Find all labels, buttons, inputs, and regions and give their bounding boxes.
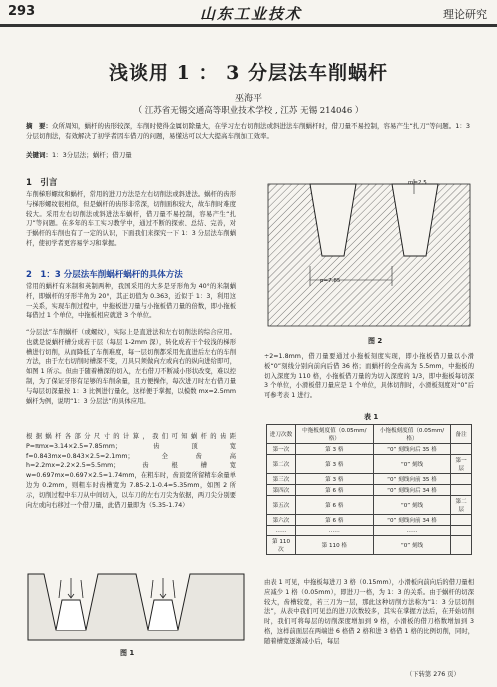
- abstract: [26, 122, 472, 141]
- page-number: 293: [8, 4, 36, 19]
- table-header-cell: 小拖板刻度值（0.05mm/ 格）: [373, 425, 451, 444]
- table-cell: 第 3 格: [295, 455, 373, 474]
- table-cell: [451, 485, 472, 496]
- table-header-cell: 备注: [451, 425, 472, 444]
- table-cell: [451, 536, 472, 555]
- table-cell: 第一次: [267, 444, 296, 455]
- table-row: [267, 515, 472, 526]
- table-cell: 第 110 次: [267, 536, 296, 555]
- abstract-text: 众所周知，蜗杆的齿形较深，车削时使得金属切除量大，在学习左右切削法或斜进法车削蜗杆时，借刀量不易控制，容易产生“扎刀”等问题。1：3分层切削法，有效解决了初学者因车借刀的问题，易懂达可以大大提高车削加工效率。: [26, 122, 471, 140]
- section1-heading: 1 引言: [26, 178, 58, 188]
- table-cell: 第六次: [267, 515, 296, 526]
- abstract-label: 摘 要：: [26, 122, 52, 130]
- table-cell: 第二次: [267, 455, 296, 474]
- table-cell: [451, 444, 472, 455]
- table-cell: [451, 526, 472, 536]
- continued-note: （下转第 276 页）: [406, 671, 460, 678]
- table-row: [267, 536, 472, 555]
- table-cell: 第二层: [451, 496, 472, 515]
- table-header-cell: 中拖板刻度值（0.05mm/ 格）: [295, 425, 373, 444]
- keywords-text: 1：3分层法；蜗杆；借刀量: [52, 151, 132, 159]
- journal-name: 山东工业技术: [200, 5, 303, 23]
- figure2-module-label: m=2.5: [408, 180, 427, 186]
- table-cell: “0” 刻线: [373, 496, 451, 515]
- table-cell: “0” 刻线: [373, 455, 451, 474]
- figure2-pitch-label: p=7.85: [320, 278, 341, 284]
- table-cell: 第四次: [267, 485, 296, 496]
- figure2-caption: 图 2: [368, 337, 383, 345]
- table-cell: ……: [295, 526, 373, 536]
- table-cell: 第三次: [267, 474, 296, 485]
- table-row: [267, 496, 472, 515]
- section2-text2: “分层法”车削蜗杆（或螺纹），实际上是直进法和左右切削法的综合应用。也就是说蜗杆槽分成若干层（每层 1-2mm 深），转化成若干个较浅的梯形槽进行切削，从而降低了车削难度，每一层切削都采用先直进后左右的车削方法，由于左右切削时槽深不变，刀具只须做向左或向右的纵向进给即可，如图 1 所示。但由于随着槽深的切入，左右借刀不断减小形状改变，难以控制，为了保证牙形有足够的车削余量，且方便操作，每次进刀时左右借刀量与每层切深量按 1：3 比例进行量化，这样便于掌握，以模数 mx=2.5mm 蜗杆为例，说明“1：3 分层法”的具体应用。: [26, 329, 236, 405]
- article-title: 浅谈用 1 ： 3 分层法车削蜗杆: [109, 62, 388, 84]
- table-cell: 第一层: [451, 455, 472, 474]
- table-cell: 第五次: [267, 496, 296, 515]
- table-row: [267, 474, 472, 485]
- keywords: [26, 150, 132, 159]
- header-rule: [0, 24, 497, 27]
- table-cell: [451, 474, 472, 485]
- table1: [266, 424, 472, 555]
- table-row: [267, 485, 472, 496]
- right-text2: 由表 1 可见，中拖板每进刀 3 格（0.15mm），小滑板向前向后的借刀量相应减少 1 格（0.05mm），即进刀一格，为 1：3 的关系。由于蜗杆的切深较大，齿槽较宽，若三刀为一层，那此这种切削方法称为“1：3 分层切削法”，从表中我们可见总的进刀次数较多，其实在掌握方法后，在开始切削时，我们可将每层的切削深度增加到 9 格，小滑板的借刀格数增加到 3 格，这样前面层在两端进 6 格借 2 格和进 3 格借 1 格的比例切削，同时，随着槽宽逐渐减小后，每层: [264, 579, 474, 645]
- section2-text1: 常用的蜗杆有米制和英制两种，我国采用的大多是牙形角为 40°的米制蜗杆，即蜗杆的牙形半角为 20°，其正切值为 0.363，近似于 1：3，利用这一关系，实现车削过程中，中拖板进刀量与小拖板借刀量的倍数，即小拖板每借过 1 个单位，中拖板相应就进 3 个单位。: [26, 283, 236, 320]
- table-cell: 第 3 格: [295, 474, 373, 485]
- table-cell: “0” 刻线: [373, 536, 451, 555]
- section2-heading: 2 1：3 分层法车削蜗杆蜗杆的具体方法: [26, 270, 183, 280]
- section2-text3: 根据蜗杆各部分尺寸的计算，我们可知蜗杆的齿距 P=πmx=3.14×2.5=7.85mm；齿顶宽 f=0.843mx=0.843×2.5=2.1mm；全齿高 h=2.2mx=2.2×2.5=5.5mm；齿根槽宽 w=0.697mx=0.697×2.5=1.74mm，在粗车时，齿顶宽所留精车余量单边为 0.2mm，则粗车时齿槽宽为 7.85-2.1-0.4=5.35mm，如图 2 所示，切削过程中车刀从中间切入，以车刀的左右刀尖为依据，两刀尖分别要向左或向右移过一个借刀量，此借刀量即为（5.35-1.74）: [26, 433, 236, 509]
- table-cell: 第 3 格: [295, 444, 373, 455]
- table-header-row: [267, 425, 472, 444]
- affiliation: （ 江苏省无锡交通高等职业技术学校 , 江苏 无锡 214046 ）: [133, 106, 364, 116]
- table-cell: 第 6 格: [295, 515, 373, 526]
- table-cell: “0” 刻线向前 34 格: [373, 515, 451, 526]
- keywords-label: 关键词：: [26, 151, 52, 159]
- table-cell: “0” 刻线向前 35 格: [373, 474, 451, 485]
- right-text1: ÷2=1.8mm，借刀量要通过小拖板刻度实现，即小拖板借刀量以小滑板“0”刻线分别向前向后借 36 格；而蜗杆的全齿高为 5.5mm，中拖板的切入深度为 110 格，小拖板借刀量的为切入深度的 1/3，即中拖板每切深 3 个单位，小滑板借刀量应是 1 个单位，具体切削时，小滑板刻度对“0”后可参考表 1 进行。: [264, 353, 474, 400]
- table-row: [267, 444, 472, 455]
- figure1-caption: 图 1: [120, 649, 135, 657]
- table-cell: “0” 刻线向后 35 格: [373, 444, 451, 455]
- table-cell: ……: [267, 526, 296, 536]
- table-cell: 第 6 格: [295, 496, 373, 515]
- figure1-diagram: [26, 570, 246, 642]
- table-cell: ……: [373, 526, 451, 536]
- table-row: [267, 526, 472, 536]
- author: 巫海平: [234, 94, 262, 104]
- table-cell: “0” 刻线向后 34 格: [373, 485, 451, 496]
- section1-text: 车削梯形螺纹和蜗杆，常用的进刀方法是左右切削法或斜进法。蜗杆的齿形与梯形螺纹很相似，但是蜗杆的齿形非常深，切削面积较大，故车削时难度较大。采用左右切削法或斜进法车蜗杆，借刀量不易控制，容易产生“扎刀”等问题。在多年的车工实习教学中，通过不断的探索、总结、完善，对于蜗杆的车削也有了一定的认识，下面我们来探究一下 1：3 分层法车削蜗杆，使初学者更容易学习和掌握。: [26, 191, 236, 247]
- table-cell: 第 6 格: [295, 485, 373, 496]
- figure2-diagram: [264, 176, 474, 336]
- table-cell: 第 110 格: [295, 536, 373, 555]
- table-row: [267, 455, 472, 474]
- table1-caption: 表 1: [364, 413, 379, 421]
- table-cell: [451, 515, 472, 526]
- table-header-cell: 进刀次数: [267, 425, 296, 444]
- column-name: 理论研究: [443, 8, 487, 21]
